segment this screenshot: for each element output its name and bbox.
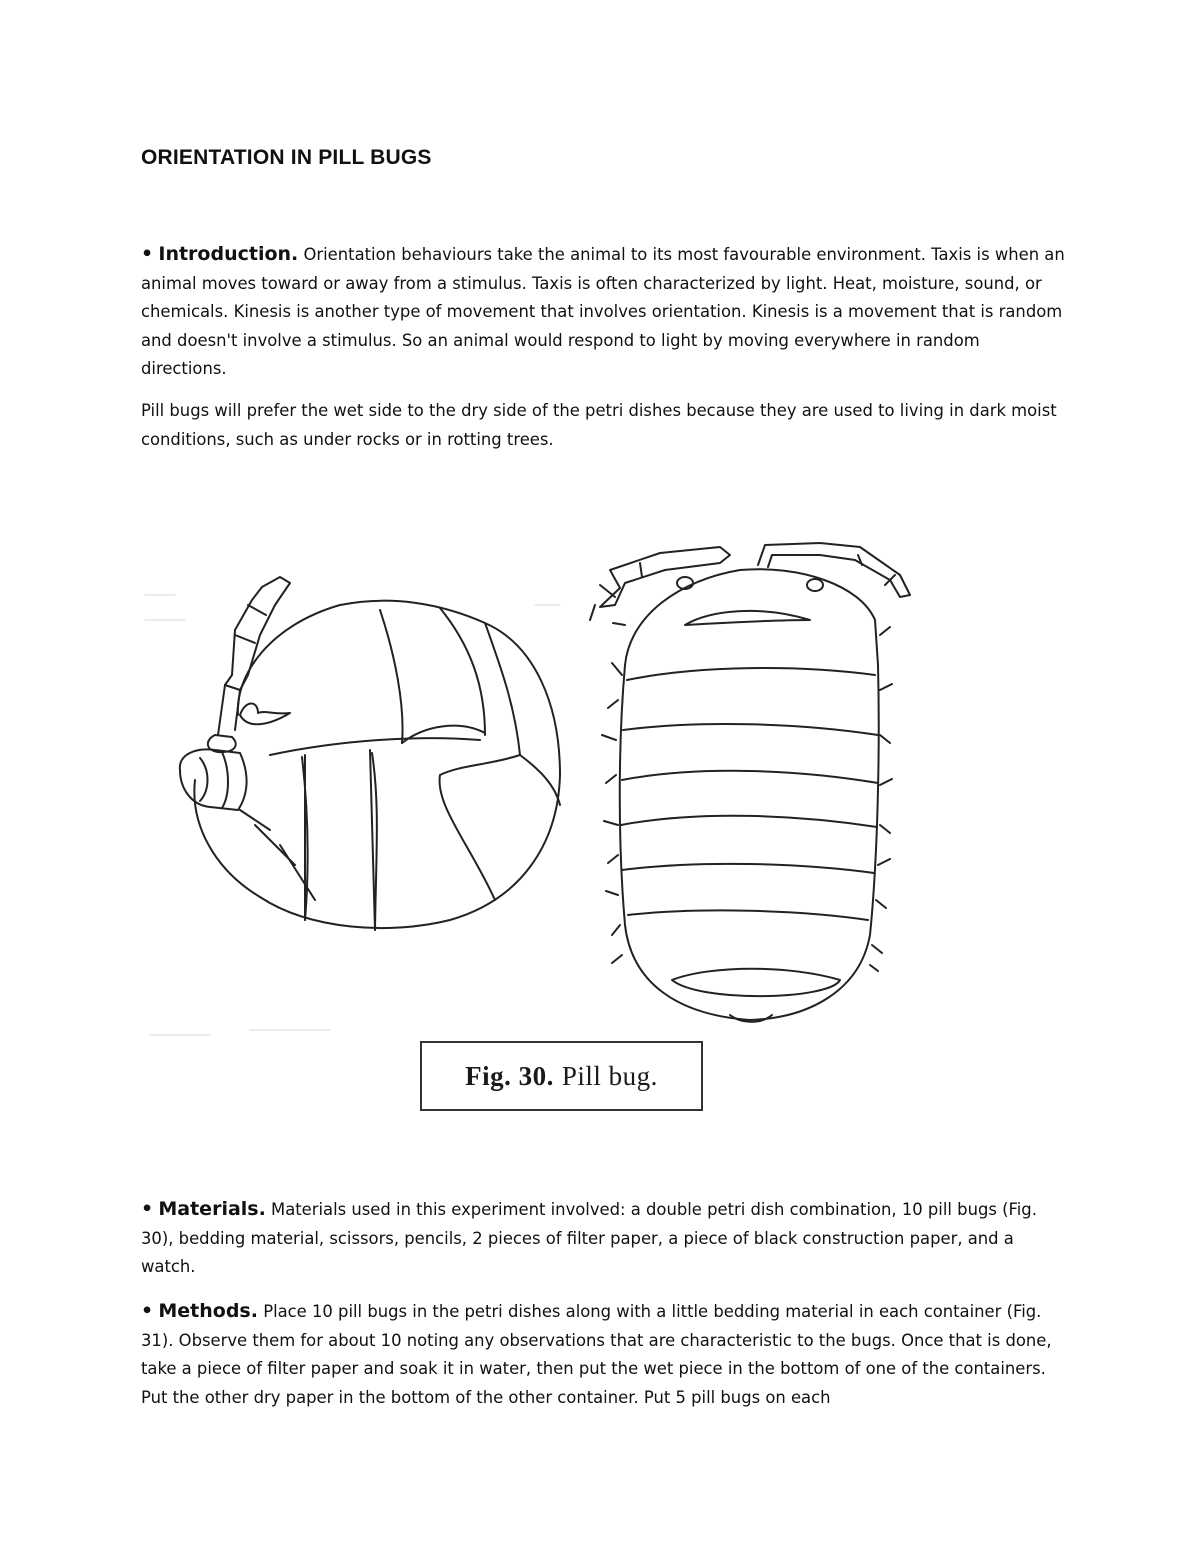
materials-bullet: • [141,1198,154,1220]
figure-caption [420,1041,703,1111]
pill-bug-figure [140,525,1040,1125]
document-title: ORIENTATION IN PILL BUGS [141,146,432,169]
materials-heading: Materials. [158,1198,266,1220]
methods-heading: Methods. [158,1300,258,1322]
hypothesis-paragraph: Pill bugs will prefer the wet side to the dry side of the petri dishes because they are used to living in dark moist conditions, such as under rocks or in rotting trees. [141,401,1057,449]
materials-paragraph [141,1195,1066,1282]
methods-bullet: • [141,1300,154,1322]
top-view-pill-bug-drawing [590,543,910,1022]
introduction-text: Orientation behaviours take the animal to its most favourable environment. Taxis is when an animal moves toward or away from a stimulus. Taxis is often characterized by light. Heat, moisture, sound, or chemicals. Kinesis is another type of movement that involves orientation. Kinesis is a movement that is random and doesn't involve a stimulus. So an animal would respond to light by moving everywhere in random directions. [141,245,1065,379]
pill-bug-illustration [140,525,1040,1045]
figure-caption-label: Fig. 30. [465,1060,554,1091]
methods-paragraph [141,1297,1066,1412]
introduction-heading: Introduction. [158,243,299,265]
introduction-paragraph [141,240,1066,384]
methods-text: Place 10 pill bugs in the petri dishes along with a little bedding material in each container (Fig. 31). Observe them for about 10 noting any observations that are characteristic to the bugs. Once that is done, take a piece of filter paper and soak it in water, then put the wet piece in the bottom of one of the containers. Put the other dry paper in the bottom of the other container. Put 5 pill bugs on each [141,1302,1052,1407]
materials-text: Materials used in this experiment involved: a double petri dish combination, 10 pill bugs (Fig. 30), bedding material, scissors, pencils, 2 pieces of filter paper, a piece of black construction paper, and a watch. [141,1200,1037,1277]
introduction-bullet: • [141,243,154,265]
figure-caption-text: Pill bug. [561,1060,658,1091]
rolled-pill-bug-drawing [180,577,560,930]
